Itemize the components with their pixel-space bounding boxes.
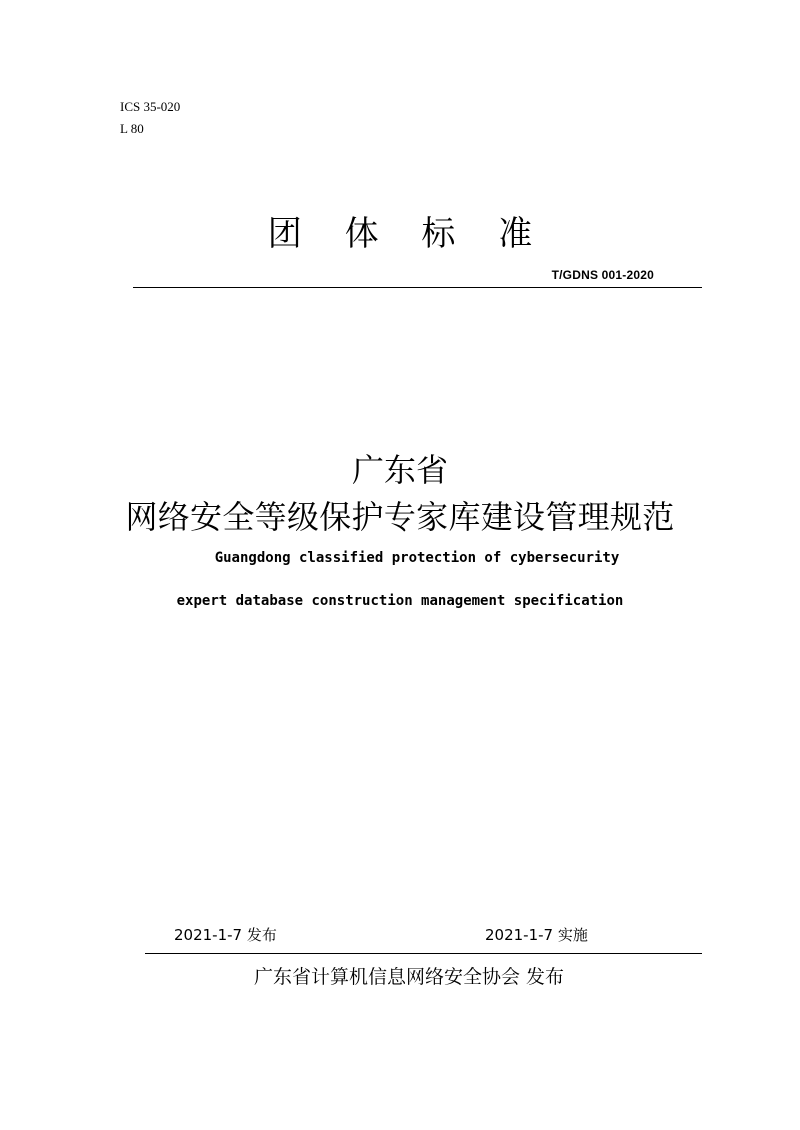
standard-type-heading: 团 体 标 准	[267, 214, 549, 254]
standard-number: T/GDNS 001-2020	[551, 268, 654, 282]
english-title-line-1: Guangdong classified protection of cybersecurity	[214, 550, 620, 566]
publish-date: 2021-1-7 发布	[174, 926, 277, 944]
ics-code: ICS 35-020	[120, 99, 181, 114]
top-divider	[133, 287, 702, 288]
bottom-divider	[145, 953, 702, 954]
implementation-date: 2021-1-7 实施	[485, 926, 588, 944]
issuing-organization: 广东省计算机信息网络安全协会 发布	[253, 966, 565, 988]
ccs-code: L 80	[120, 121, 144, 136]
english-title-line-2: expert database construction management specification	[176, 593, 624, 609]
title-region: 广东省	[351, 451, 448, 489]
document-title: 网络安全等级保护专家库建设管理规范	[125, 498, 675, 536]
